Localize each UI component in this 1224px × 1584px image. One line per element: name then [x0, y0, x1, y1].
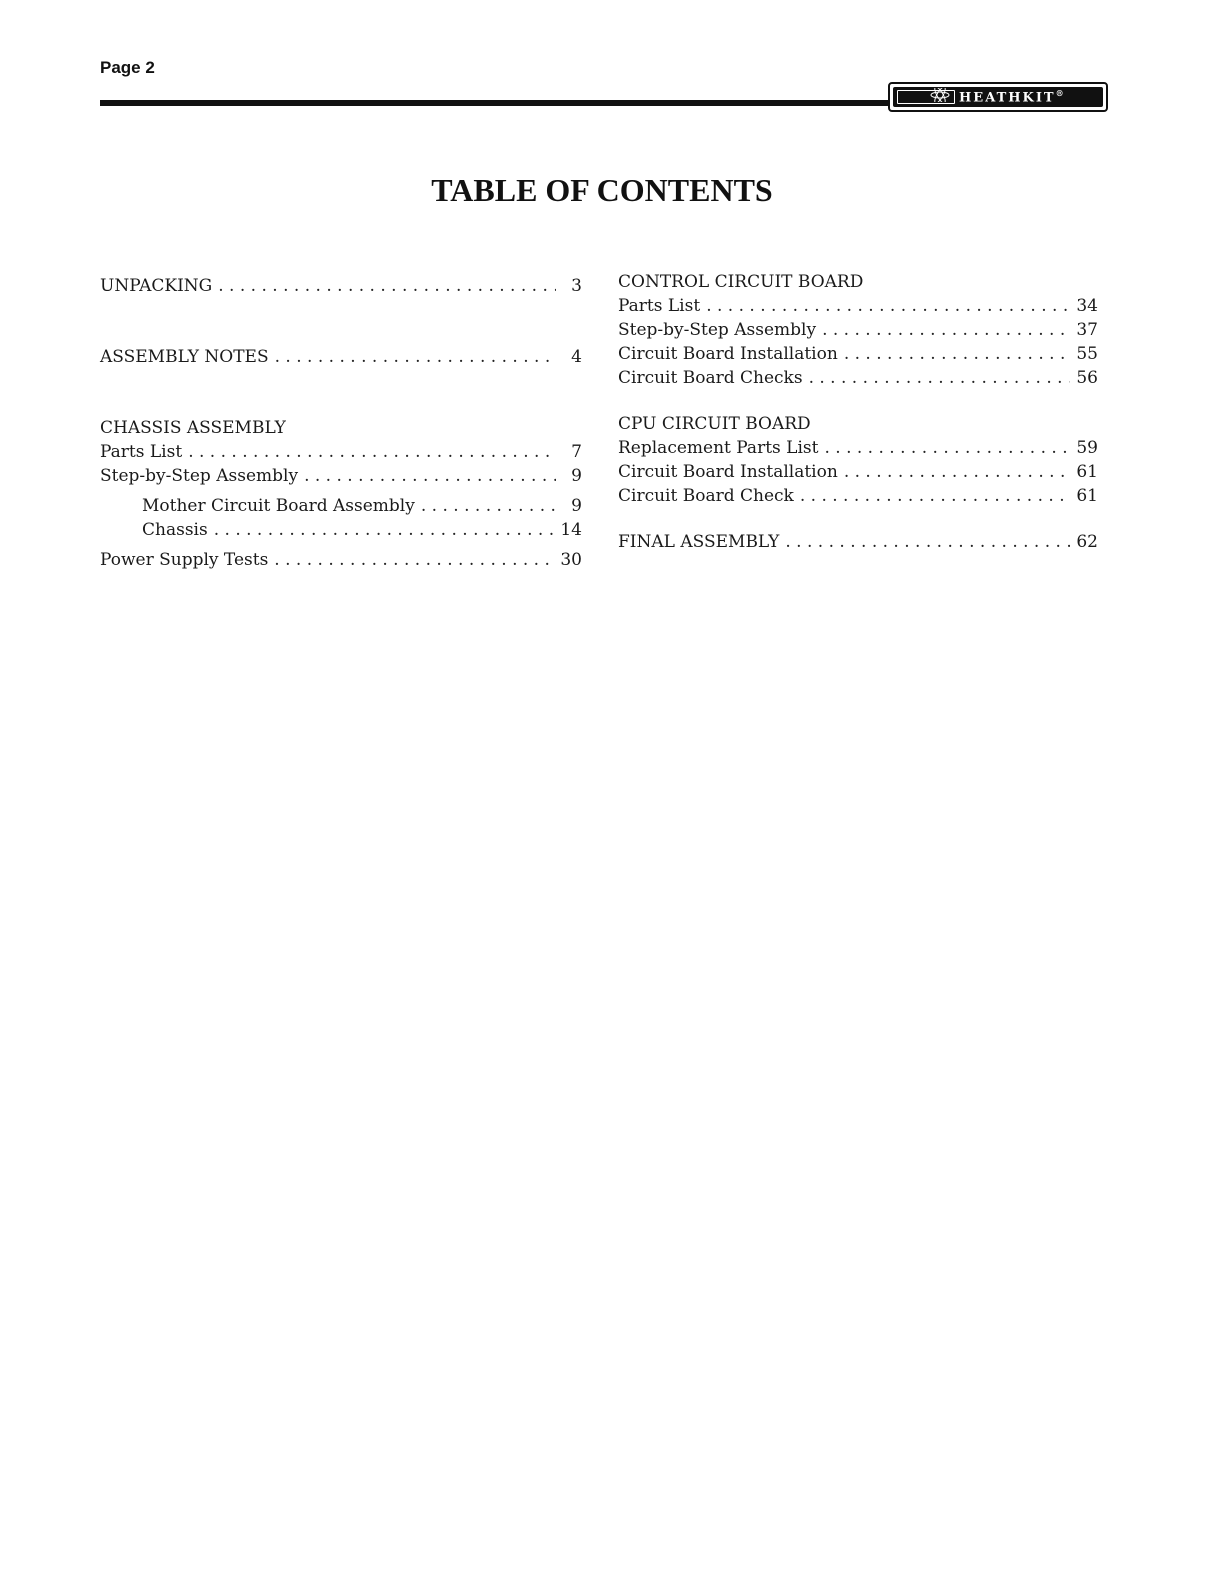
heathkit-logo	[888, 82, 1108, 112]
toc-label: UNPACKING	[100, 276, 213, 296]
toc-entry-parts-list	[100, 440, 582, 464]
toc-label: Step-by-Step Assembly	[100, 466, 299, 486]
toc-page-number: 14	[560, 520, 582, 540]
toc-section-heading-chassis: CHASSIS ASSEMBLY	[100, 418, 286, 438]
toc-page-number: 9	[571, 466, 582, 486]
toc-entry-step-by-step	[100, 464, 582, 488]
dot-leader	[706, 294, 1070, 318]
toc-page-number: 7	[571, 442, 582, 462]
toc-entry-control-checks	[618, 366, 1098, 390]
dot-leader	[844, 460, 1071, 484]
toc-label: Circuit Board Check	[618, 486, 794, 506]
dot-leader	[218, 274, 556, 298]
toc-label: Circuit Board Checks	[618, 368, 803, 388]
toc-label: Power Supply Tests	[100, 550, 269, 570]
toc-label: Chassis	[142, 520, 208, 540]
dot-leader	[785, 530, 1070, 554]
toc-label: Parts List	[618, 296, 701, 316]
toc-label: Circuit Board Installation	[618, 344, 838, 364]
toc-entry-cpu-replacement-parts	[618, 436, 1098, 460]
dot-leader	[421, 494, 556, 518]
dot-leader	[844, 342, 1071, 366]
toc-label: Replacement Parts List	[618, 438, 819, 458]
toc-section-heading-control: CONTROL CIRCUIT BOARD	[618, 272, 864, 292]
toc-page-number: 56	[1076, 368, 1098, 388]
toc-page-number: 34	[1076, 296, 1098, 316]
dot-leader	[304, 464, 556, 488]
toc-entry-assembly-notes	[100, 345, 582, 369]
toc-page-number: 61	[1076, 462, 1098, 482]
toc-page-number: 62	[1076, 532, 1098, 552]
toc-entry-control-installation	[618, 342, 1098, 366]
dot-leader	[824, 436, 1070, 460]
toc-entry-cpu-check	[618, 484, 1098, 508]
dot-leader	[809, 366, 1071, 390]
toc-page-number: 4	[571, 347, 582, 367]
toc-label: Parts List	[100, 442, 183, 462]
dot-leader	[822, 318, 1070, 342]
toc-entry-chassis	[100, 518, 582, 542]
dot-leader	[188, 440, 556, 464]
toc-page-number: 3	[571, 276, 582, 296]
toc-entry-control-step-by-step	[618, 318, 1098, 342]
atom-icon	[929, 88, 951, 102]
toc-entry-mother-board	[100, 494, 582, 518]
registered-mark: ®	[1055, 88, 1064, 98]
logo-wordmark	[959, 88, 1064, 105]
dot-leader	[214, 518, 555, 542]
toc-left-column	[100, 274, 582, 572]
toc-page-number: 9	[571, 496, 582, 516]
toc-page-number: 37	[1076, 320, 1098, 340]
toc-section-heading-cpu: CPU CIRCUIT BOARD	[618, 414, 811, 434]
dot-leader	[274, 548, 554, 572]
toc-entry-final-assembly	[618, 530, 1098, 554]
dot-leader	[275, 345, 556, 369]
toc-label: Step-by-Step Assembly	[618, 320, 817, 340]
toc-label: FINAL ASSEMBLY	[618, 532, 780, 552]
toc-page-number: 55	[1076, 344, 1098, 364]
logo-name: HEATHKIT	[959, 90, 1056, 106]
toc-label: ASSEMBLY NOTES	[100, 347, 269, 367]
toc-entry-power-supply	[100, 548, 582, 572]
toc-entry-unpacking	[100, 274, 582, 298]
toc-page-number: 61	[1076, 486, 1098, 506]
page-number: Page 2	[100, 58, 155, 77]
logo-background	[893, 87, 1103, 107]
toc-label: Mother Circuit Board Assembly	[142, 496, 415, 516]
toc-entry-control-parts-list	[618, 294, 1098, 318]
toc-entry-cpu-installation	[618, 460, 1098, 484]
page-title: TABLE OF CONTENTS	[431, 172, 773, 208]
toc-page-number: 59	[1076, 438, 1098, 458]
toc-right-column	[618, 270, 1098, 554]
toc-label: Circuit Board Installation	[618, 462, 838, 482]
dot-leader	[800, 484, 1071, 508]
toc-page-number: 30	[560, 550, 582, 570]
header-rule	[100, 100, 896, 106]
